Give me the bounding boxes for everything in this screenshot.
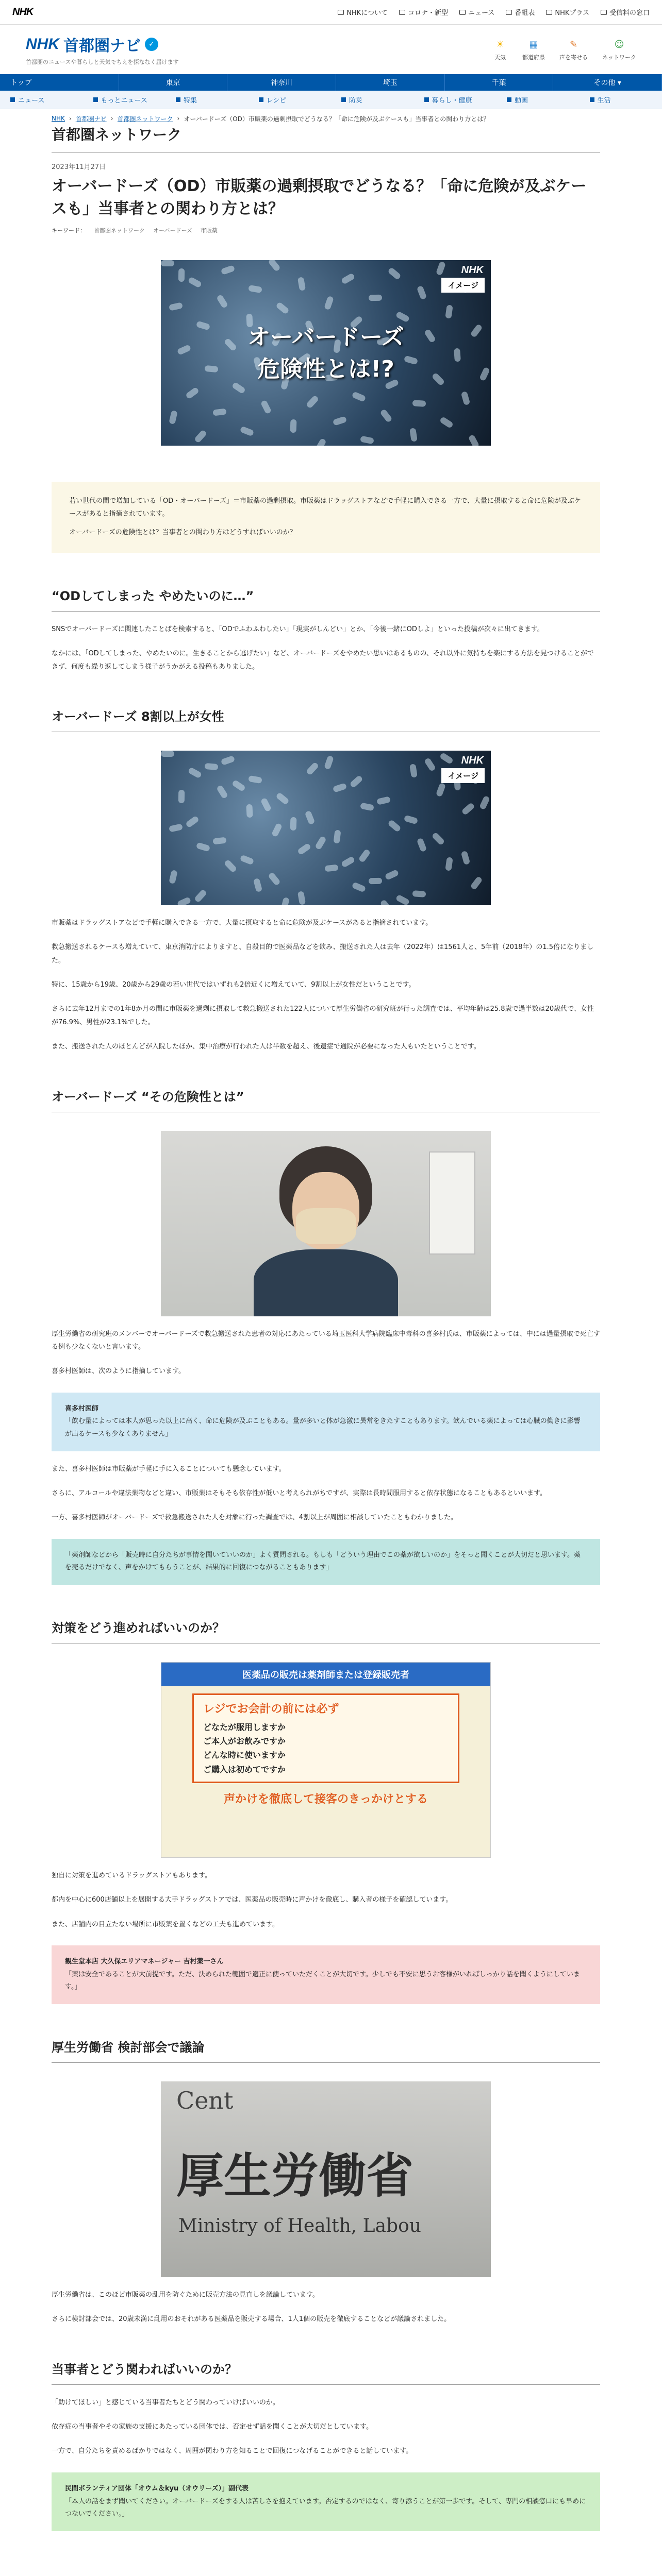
pill-shape (324, 296, 334, 310)
pill-shape (352, 391, 367, 402)
pill-shape (358, 849, 371, 863)
pill-shape (333, 416, 347, 426)
link-icon (506, 10, 512, 15)
pill-shape (275, 301, 290, 315)
pill-shape (306, 395, 320, 409)
article-summary: 若い世代の間で増加している「OD・オーバードーズ」＝市販薬の過剰摂取。市販薬はドラッグストアなどで手軽に購入できる一方で、大量に摂取すると命に危険が及ぶケースがあると指摘されています。 オーバードーズの危険性とは？当事者との関わり方はどうすればいいのか？ (52, 482, 600, 553)
pill-shape (212, 837, 226, 845)
section-heading: “ODしてしまった やめたいのに…” (52, 586, 600, 612)
pill-shape (268, 872, 281, 886)
pill-shape (248, 285, 262, 293)
pill-shape (470, 876, 483, 890)
quote-speaker: 観生堂本店 大久保エリアマネージャー 吉村薬一さん (65, 1958, 224, 1966)
pill-shape (178, 790, 185, 803)
pill-shape (461, 802, 475, 816)
pill-shape (271, 823, 283, 838)
pill-shape (178, 268, 185, 282)
body-text: また、喜多村医師は市販薬が手軽に手に入ることについても懸念しています。 (52, 1465, 286, 1473)
quote-text: 「薬は安全であることが大前提です。ただ、決められた範囲で適正に使っていただくことが大切です。少しでも不安に思うお客様がいればしっかり話を聞くようにしています。」 (65, 1970, 580, 1991)
body-text: さらに、アルコールや違法薬物などと違い、市販薬はそもそも依存性が低いと考えられがちですが、実際は長時間服用すると依存状態になることもあるといいます。 (52, 1489, 547, 1497)
square-icon (93, 97, 98, 102)
pill-shape (376, 796, 391, 805)
pill-shape (185, 816, 200, 828)
pill-shape (439, 752, 454, 765)
pill-shape (185, 387, 200, 400)
image-badge: イメージ (441, 278, 485, 293)
pill-shape (432, 832, 445, 846)
shortcut-icon: ✎ (569, 39, 578, 50)
pill-shape (216, 294, 228, 309)
pill-shape (341, 273, 356, 284)
nhk-logo[interactable]: NHK (12, 6, 34, 18)
pill-shape (385, 869, 400, 880)
shortcut-icon: ▦ (529, 39, 538, 50)
pill-shape (188, 767, 203, 779)
pill-shape (177, 896, 192, 905)
link-icon (546, 10, 552, 15)
pill-shape (275, 792, 290, 805)
pill-shape (221, 755, 235, 766)
article-main (52, 116, 600, 2531)
pill-shape (436, 783, 446, 798)
pill-shape (324, 865, 338, 872)
pill-shape (341, 856, 356, 868)
pill-shape (315, 438, 327, 446)
square-icon (341, 97, 346, 102)
pill-shape (395, 311, 410, 323)
region-tab[interactable]: 埼玉 (336, 74, 445, 91)
link-icon (601, 10, 607, 15)
pill-shape (379, 409, 392, 423)
pill-shape (246, 804, 253, 818)
body-text: 「助けてほしい」と感じている当事者たちとどう関わっていけばいいのか。 (52, 2398, 279, 2406)
category-tab[interactable]: 暮らし・健康 (414, 91, 497, 109)
quote-text: 「飲む量によっては本人が思った以上に高く、命に危険が及ぶこともある。量が多いと体が急激に異常をきたすこともあります。飲んでいる薬によっては心臓の働きに影響が出るケースも少なくありません」 (65, 1417, 581, 1438)
keyword-list (52, 226, 600, 234)
site-brand[interactable] (26, 33, 178, 66)
brand-nhk: NHK (26, 36, 59, 53)
pill-shape (161, 260, 174, 266)
body-text: 救急搬送されるケースも増えていて、東京消防庁によりますと、自殺目的で医薬品などを飲み、搬送された人は去年（2022年）は1561人と、5年前（2018年）の1.5倍になりました。 (52, 943, 594, 964)
doctor-photo (161, 1131, 491, 1316)
pill-shape (461, 391, 471, 405)
global-link[interactable]: NHKプラス (546, 7, 589, 17)
pill-shape (412, 400, 426, 407)
pill-shape (205, 763, 219, 770)
body-text: さらに去年12月までの1年8か月の間に市販薬を過剰に摂取して救急搬送された122人について厚生労働省の研究班が行った調査では、平均年齢は25.8歳で過半数は20歳代で、女性が76.9%、男性が23.1%でした。 (52, 1005, 594, 1026)
pill-shape (260, 400, 272, 415)
quote-speaker: 民間ボランティア団体「オウム＆kyu（オウリーズ）」副代表 (65, 2484, 249, 2493)
global-link[interactable]: 受信料の窓口 (601, 7, 650, 17)
pill-shape (212, 408, 226, 416)
body-text: さらに検討部会では、20歳未満に乱用のおそれがある医薬品を販売する場合、1人1個の販売を徹底することなどが議論されました。 (52, 2315, 451, 2324)
keyword-label: キーワード： (52, 227, 86, 234)
pill-shape (240, 426, 255, 437)
section-heading: オーバードーズ “その危険性とは” (52, 1087, 600, 1112)
pill-shape (439, 416, 454, 429)
body-text: 厚生労働省は、このほど市販薬の乱用を防ぐために販売方法の見直しを議論しています。 (52, 2291, 319, 2299)
pill-shape (445, 857, 453, 871)
pill-shape (461, 851, 471, 865)
article-title: オーバードーズ（OD）市販薬の過剰摂取でどうなる？「命に危険が及ぶケースも」当事者との関わり方とは？ (52, 177, 587, 218)
body-text: また、店舗内の目立たない場所に市販薬を置くなどの工夫も進めています。 (52, 1920, 279, 1928)
pill-shape (260, 798, 272, 812)
pill-shape (216, 785, 228, 799)
body-text: 厚生労働省の研究班のメンバーでオーバードーズで救急搬送された患者の対応にあたっている埼玉医科大学病院臨床中毒科の喜多村氏は、市販薬によっては、中には過量摂取で死亡する例も少なくないと言います。 (52, 1330, 600, 1351)
section-heading: オーバードーズ 8割以上が女性 (52, 706, 600, 732)
nhk-watermark: NHK (461, 755, 484, 767)
global-link[interactable]: ニュース (459, 7, 494, 17)
ministry-sign-photo: Cent 厚生労働省 Ministry of Health, Labou (161, 2081, 491, 2277)
pill-shape (297, 843, 311, 856)
pill-shape (297, 277, 306, 291)
header-shortcut[interactable]: ☺ ネットワーク (602, 38, 636, 61)
shortcut-icon: ☀ (495, 39, 505, 50)
pill-shape (445, 304, 453, 318)
pill-shape (231, 779, 246, 792)
square-icon (176, 97, 180, 102)
body-text: 特に、15歳から19歳、20歳から29歳の若い世代ではいずれも2倍近くに増えていて、9割以上が女性だということです。 (52, 981, 416, 989)
body-text: 一方で、自分たちを責めるばかりではなく、周囲が関わり方を知ることで回復につなげることができると話しています。 (52, 2447, 413, 2455)
site-header (0, 25, 662, 74)
body-text: 依存症の当事者やその家族の支援にあたっている団体では、否定せず話を聞くことが大切だとしています。 (52, 2423, 373, 2431)
pill-shape (169, 410, 178, 425)
pill-shape (479, 795, 490, 810)
breadcrumb: NHK › 首都圏ナビ › 首都圏ネットワーク › オーバードーズ（OD）市販薬の過剰摂取でどうなる？「命に危険が及ぶケースも」当事者との関わり方とは？ (52, 115, 490, 123)
pill-shape (369, 878, 382, 884)
pill-shape (424, 757, 436, 772)
pill-shape (290, 817, 297, 831)
pill-shape (194, 889, 207, 903)
pill-shape (315, 836, 327, 850)
pill-shape (169, 824, 183, 833)
global-topbar (0, 0, 662, 25)
link-icon (459, 10, 466, 15)
pill-shape (409, 428, 418, 442)
pill-shape (395, 894, 410, 905)
pill-shape (297, 891, 306, 905)
quote-box (52, 1945, 600, 2004)
brand-name: 首都圏ナビ (63, 37, 141, 55)
body-text: 喜多村医師は、次のように指摘しています。 (52, 1367, 185, 1376)
global-link[interactable]: コロナ・新型 (399, 7, 448, 17)
section-heading: 対策をどう進めればいいのか？ (52, 1618, 600, 1643)
pill-shape (387, 267, 402, 280)
pill-shape (379, 899, 392, 905)
pill-shape (196, 842, 210, 852)
square-icon (507, 97, 511, 102)
pill-shape (409, 764, 418, 778)
category-nav (0, 91, 662, 109)
global-link[interactable]: NHKについて (338, 7, 388, 17)
square-icon (10, 97, 15, 102)
link-icon (338, 10, 344, 15)
category-tab[interactable]: 防災 (331, 91, 414, 109)
breadcrumb-link[interactable]: 首都圏ネットワーク (117, 115, 173, 123)
category-tab[interactable]: もっとニュース (83, 91, 166, 109)
pill-shape (352, 882, 367, 892)
breadcrumb-link[interactable]: NHK (52, 115, 65, 122)
quote-box (52, 1393, 600, 1451)
pill-shape (305, 810, 316, 825)
category-tab[interactable]: 動画 (496, 91, 580, 109)
quote-box (52, 1539, 600, 1585)
sign-box-title: レジでお会計の前には必ず (203, 1703, 339, 1716)
pill-shape (417, 285, 427, 300)
square-icon (590, 97, 594, 102)
category-tab[interactable]: ニュース (0, 91, 83, 109)
header-shortcuts (492, 38, 636, 61)
pill-shape (268, 260, 281, 272)
region-tab[interactable]: 東京 (119, 74, 228, 91)
keyword-tag[interactable]: 市販薬 (200, 227, 218, 234)
pill-shape (306, 761, 320, 775)
shortcut-icon: ☺ (614, 39, 624, 50)
pill-shape (224, 859, 238, 873)
pill-shape (290, 419, 297, 433)
region-tab[interactable]: 千葉 (445, 74, 554, 91)
section-title[interactable]: 首都圏ネットワーク (52, 116, 600, 153)
region-tab[interactable]: 神奈川 (227, 74, 336, 91)
global-link[interactable]: 番組表 (506, 7, 535, 17)
header-shortcut[interactable]: ✎ 声を寄せる (559, 38, 588, 61)
body-text: 独自に対策を進めているドラッグストアもあります。 (52, 1872, 212, 1879)
pill-shape (188, 276, 203, 288)
nhk-watermark: NHK (461, 264, 484, 276)
pill-shape (436, 261, 446, 276)
hero-caption-line2: 危険性とは!? (257, 356, 394, 382)
keyword-tag[interactable]: 首都圏ネットワーク (94, 227, 145, 234)
pill-shape (369, 295, 382, 301)
body-text: なかには、「ODしてしまった、やめたいのに。生きることから逃げたい」など、オーバードーズをやめたい思いはあるものの、それ以外に気持ちを楽にする方法を見つけることができず、何度も繰り返してしまう様子がうかがえる投稿もありました。 (52, 650, 594, 671)
pill-shape (333, 783, 347, 792)
header-shortcut[interactable]: ▦ 都道府県 (522, 38, 545, 61)
header-shortcut[interactable]: ☀ 天気 (492, 38, 508, 61)
quote-speaker: 喜多村医師 (65, 1404, 99, 1413)
link-icon (399, 10, 405, 15)
pill-shape (387, 819, 402, 833)
pill-shape (221, 265, 235, 275)
pill-shape (333, 829, 341, 843)
body-text: 都内を中心に600店舗以上を展開する大手ドラッグストアでは、医薬品の販売時に声かけを徹底し、購入者の様子を確認しています。 (52, 1896, 453, 1904)
pill-shape (280, 897, 290, 905)
body-text: また、搬送された人のほとんどが入院したほか、集中治療が行われた人は半数を超え、後遺症で通院が必要になった人もいたということです。 (52, 1043, 481, 1051)
body-text: 一方、喜多村医師がオーバードーズで救急搬送された人を対象に行った調査では、4割以上が周囲に相談していたこともわかりました。 (52, 1514, 457, 1522)
quote-text: 「本人の話をまず聞いてください。オーバードーズをする人は苦しさを抱えています。否定するのではなく、寄り添うことが第一歩です。そして、専門の相談窓口にも早めにつないでください。」 (65, 2497, 586, 2518)
breadcrumb-current: オーバードーズ（OD）市販薬の過剰摂取でどうなる？「命に危険が及ぶケースも」当事者との関わり方とは？ (184, 115, 490, 123)
article-date: 2023年11月27日 (52, 163, 106, 171)
category-tab[interactable]: レシピ (249, 91, 332, 109)
region-tab[interactable]: トップ (0, 74, 119, 91)
brand-tagline: 首都圏のニュースや暮らしと天気でちえを探ななく届けます (26, 59, 179, 65)
pill-shape (324, 755, 334, 770)
sign-bottom: 声かけを徹底して接客のきっかけとする (223, 1792, 428, 1806)
pill-shape (253, 878, 262, 892)
sign-title: 医薬品の販売は薬剤師または登録販売者 (161, 1663, 490, 1686)
pill-shape (169, 302, 183, 311)
pill-shape (360, 436, 374, 445)
pill-shape (404, 815, 418, 825)
pill-shape (194, 429, 207, 443)
pill-shape (248, 775, 262, 784)
body-text: SNSでオーバードーズに関連したことばを検索すると、「ODでふわふわしたい」「現実がしんどい」とか、「今後一緒にODしよ」といった投稿が次々に出てきます。 (52, 625, 544, 634)
section-heading: 当事者とどう関わればいいのか？ (52, 2359, 600, 2385)
pill-shape (360, 803, 374, 811)
square-icon (424, 97, 429, 102)
pill-shape (240, 855, 255, 866)
pill-shape (468, 434, 480, 446)
body-text: 市販薬はドラッグストアなどで手軽に購入できる一方で、大量に摂取すると命に危険が及ぶケースがあると指摘されています。 (52, 919, 433, 927)
pill-shape (412, 890, 426, 897)
pill-shape (349, 775, 363, 788)
pills-image (161, 751, 491, 905)
section-heading: 厚生労働省 検討部会で議論 (52, 2037, 600, 2063)
location-pin-icon: ✓ (145, 38, 158, 51)
image-badge: イメージ (441, 768, 485, 783)
store-sign-photo: 医薬品の販売は薬剤師または登録販売者 レジでお会計の前には必ず どなたが服用しますか ご本人がお飲みですか どんな時に使いますか ご購入は初めてですか 声かけを徹底して接客のきっかけとする (161, 1662, 491, 1858)
hero-image (161, 260, 491, 446)
quote-text: 「薬剤師などから「販売時に自分たちが事情を聞いていいのか」よく質問される。もしも「どういう理由でこの薬が欲しいのか」をそっと聞くことが大切だと思います。薬を売るだけでなく、声をかけてもらうことが、結果的に回復につながることもあります」 (65, 1551, 581, 1572)
pill-shape (169, 870, 178, 884)
category-tab[interactable]: 特集 (166, 91, 249, 109)
hero-caption-line1: オーバードーズ (247, 324, 404, 350)
pill-shape (417, 838, 427, 853)
pill-shape (161, 751, 174, 757)
region-tab[interactable]: その他 ▾ (553, 74, 662, 91)
square-icon (259, 97, 263, 102)
keyword-tag[interactable]: オーバードーズ (153, 227, 192, 234)
breadcrumb-link[interactable]: 首都圏ナビ (75, 115, 107, 123)
global-links (338, 7, 650, 17)
quote-box (52, 2472, 600, 2531)
category-tab[interactable]: 生活 (580, 91, 662, 109)
region-nav (0, 74, 662, 91)
